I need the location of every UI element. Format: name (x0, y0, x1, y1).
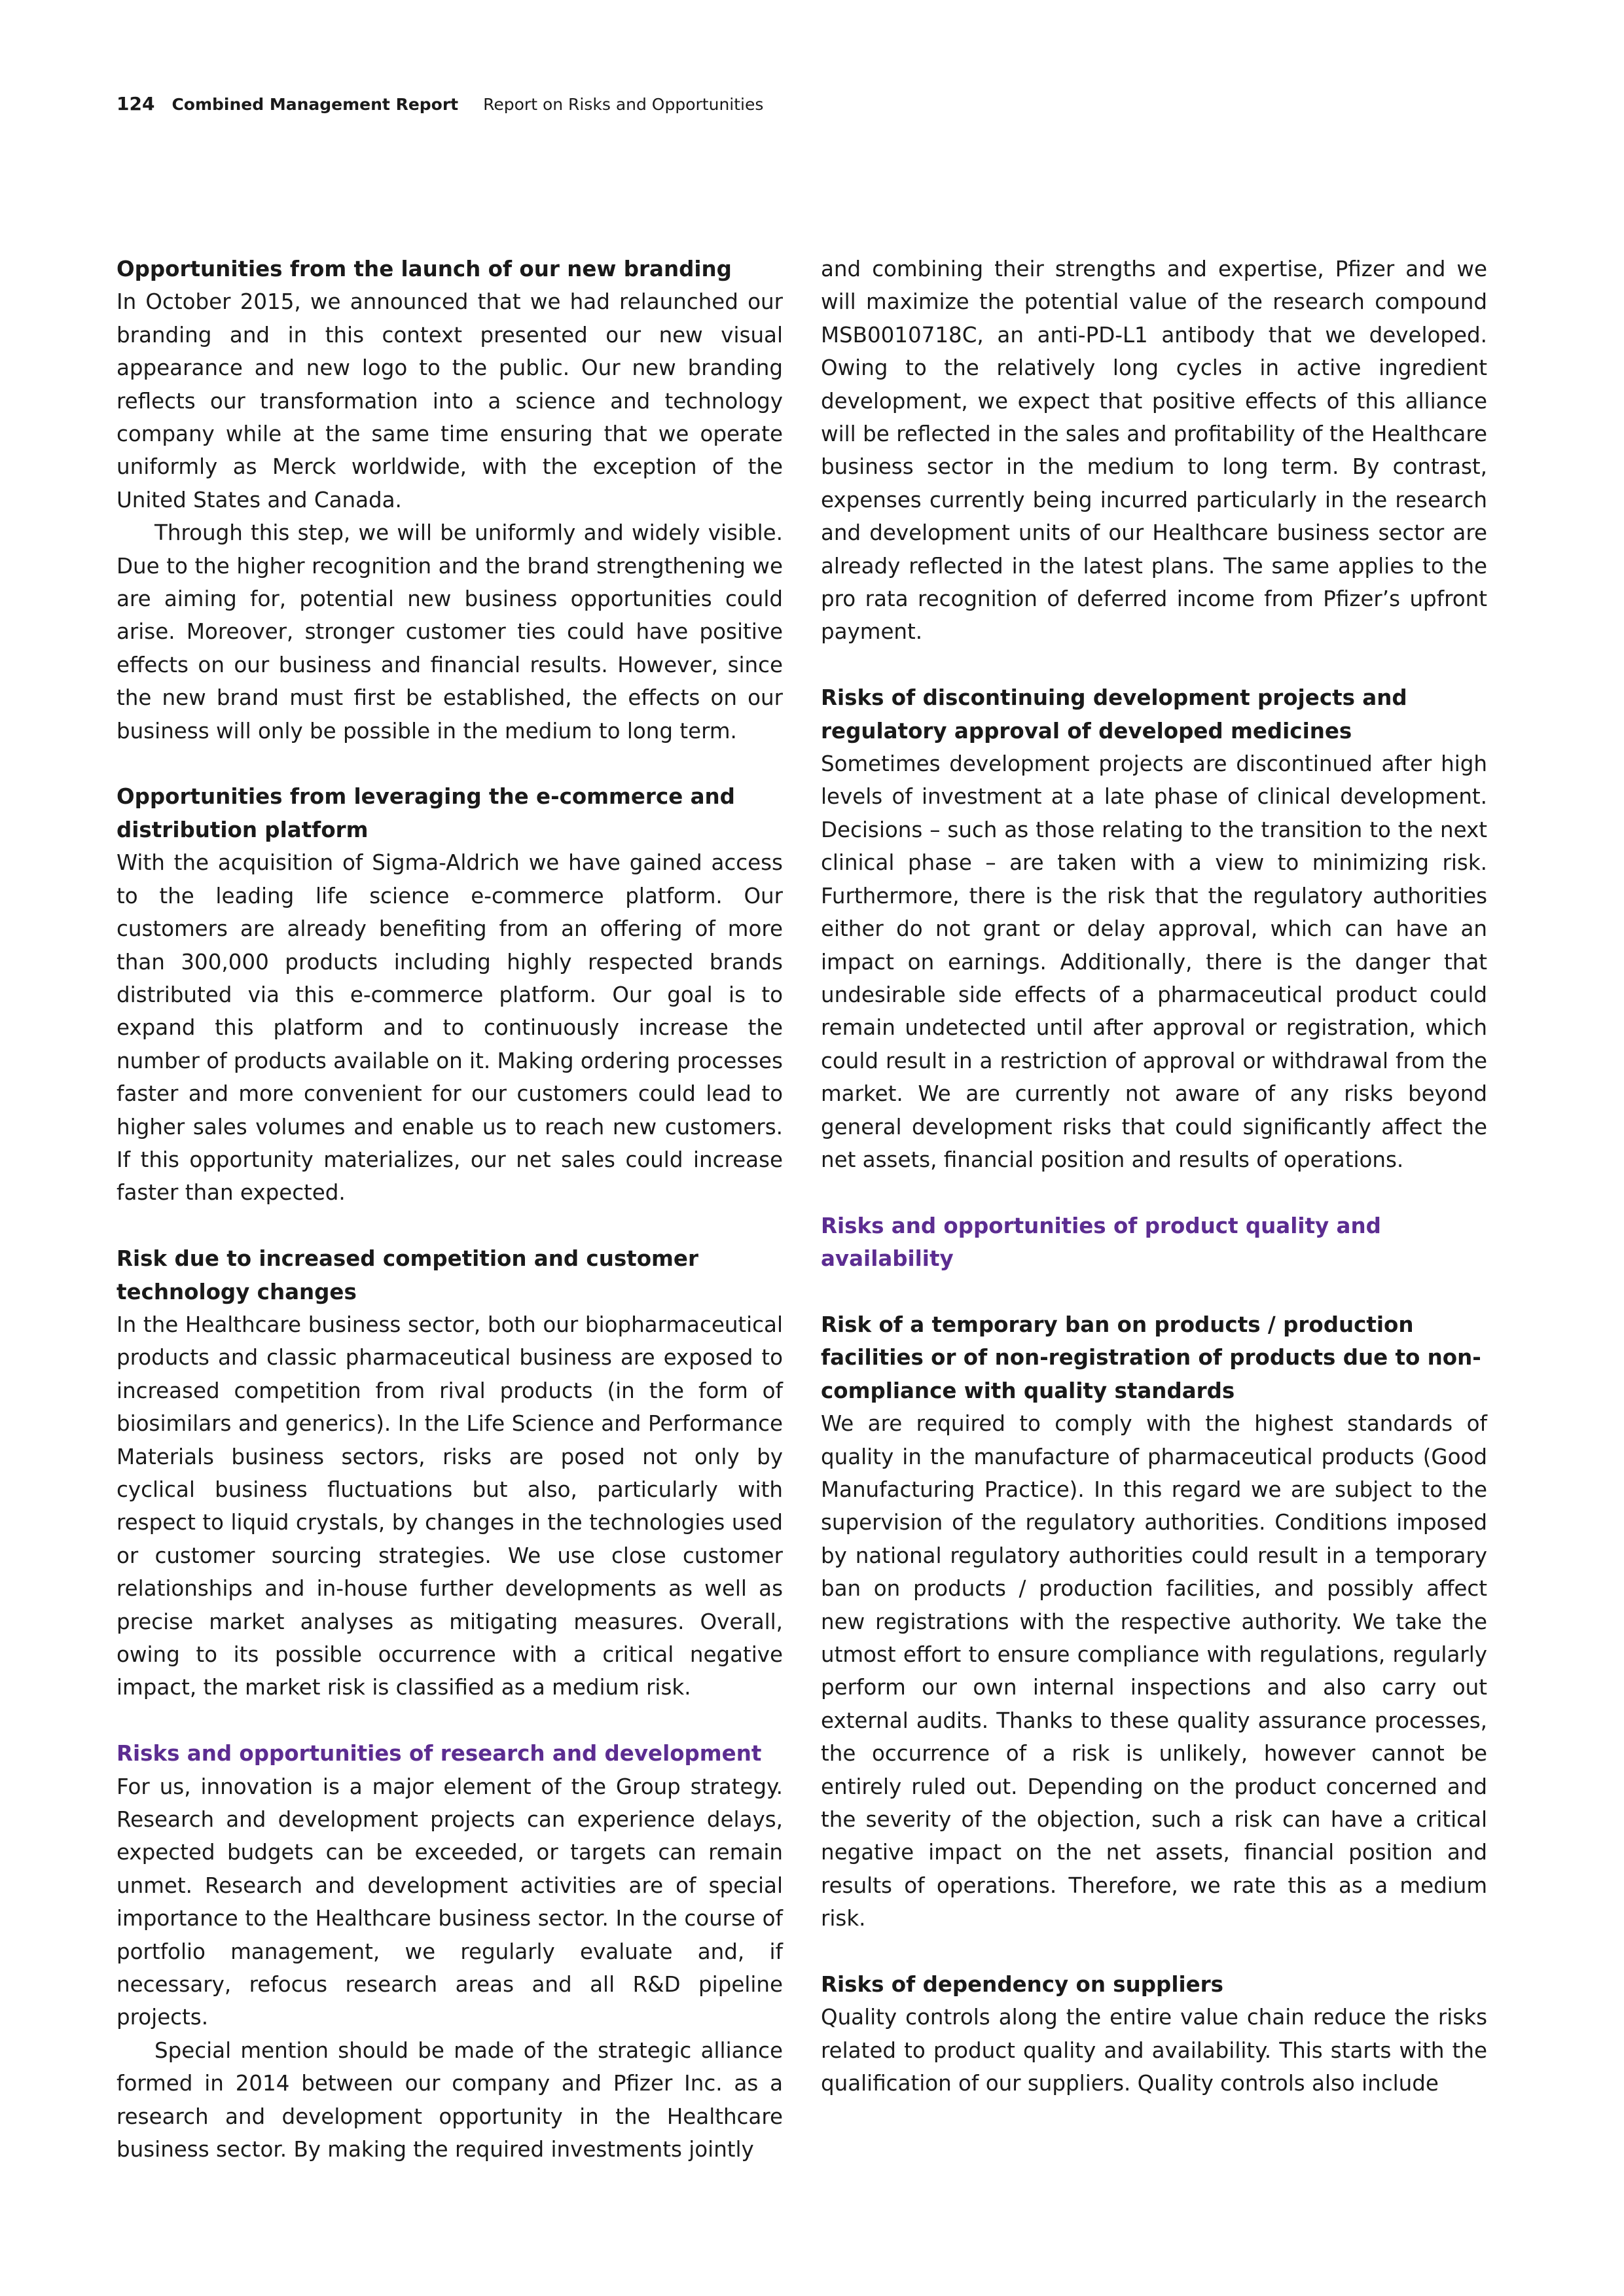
right-column (821, 253, 1487, 2100)
heading-research-development: Risks and opportunities of research and development (117, 1741, 762, 1767)
paragraph: and combining their strengths and expertise, Pfizer and we will maximize the potential value of the research compound MSB0010718C, an anti-PD-L1 antibody that we developed. Owing to the relatively long cycles in active ingredient development, we expect that positive effects of this alliance will be reflected in the sales and profitability of the Healthcare business sector in the medium to long term. By contrast, expenses currently being incurred particularly in the research and development units of our Healthcare business sector are already reflected in the latest plans. The same applies to the pro rata recognition of deferred income from Pfizer’s upfront payment. (821, 257, 1487, 645)
paragraph: Special mention should be made of the strategic alliance formed in 2014 between our company and Pfizer Inc. as a research and development opportunity in the Healthcare business sector. By making the required investments jointly (117, 2037, 783, 2162)
heading-product-quality: Risks and opportunities of product quality and availability (821, 1213, 1381, 1272)
paragraph: We are required to comply with the highest standards of quality in the manufacture of pharmaceutical products (Good Manufacturing Practice). In this regard we are subject to the supervision of the regulatory authorities. Conditions imposed by national regulatory authorities could result in a temporary ban on products / production facilities, and possibly affect new registrations with the respective authority. We take the utmost effort to ensure compliance with regulations, regularly perform our own internal inspections and also carry out external audits. Thanks to these quality assurance processes, the occurrence of a risk is unlikely, however cannot be entirely ruled out. Depending on the product concerned and the severity of the objection, such a risk can have a critical negative impact on the net assets, financial position and results of operations. Therefore, we rate this as a medium risk. (821, 1411, 1487, 1931)
heading-branding-opportunities: Opportunities from the launch of our new branding (117, 257, 732, 281)
heading-temporary-ban-risk: Risk of a temporary ban on products / production facilities or of non-registration of products due to non-compliance with quality standards (821, 1312, 1481, 1403)
heading-discontinuing-development-risk: Risks of discontinuing development projects and regulatory approval of developed medicines (821, 685, 1407, 744)
running-header (117, 93, 763, 119)
subsection-title: Report on Risks and Opportunities (483, 95, 764, 114)
paragraph: Through this step, we will be uniformly and widely visible. Due to the higher recognition and the brand strengthening we are aiming for, potential new business opportunities could arise. Moreover, stronger customer ties could have positive effects on our business and financial results. However, since the new brand must first be established, the effects on our business will only be possible in the medium to long term. (117, 520, 783, 744)
left-column (117, 253, 783, 2166)
section-title: Combined Management Report (171, 95, 459, 114)
paragraph: Sometimes development projects are discontinued after high levels of investment at a late phase of clinical development. Decisions – such as those relating to the transition to the next clinical phase – are taken with a view to minimizing risk. Furthermore, there is the risk that the regulatory authorities either do not grant or delay approval, which can have an impact on earnings. Additionally, there is the danger that undesirable side effects of a pharmaceutical product could remain undetected until after approval or registration, which could result in a restriction of approval or withdrawal from the market. We are currently not aware of any risks beyond general development risks that could significantly affect the net assets, financial position and results of operations. (821, 751, 1487, 1172)
page-number: 124 (117, 93, 155, 115)
heading-competition-risk: Risk due to increased competition and customer technology changes (117, 1246, 698, 1304)
paragraph: In the Healthcare business sector, both our biopharmaceutical products and classic pharmaceutical business are exposed to increased competition from rival products (in the form of biosimilars and generics). In the Life Science and Performance Materials business sectors, risks are posed not only by cyclical business fluctuations but also, particularly with respect to liquid crystals, by changes in the technologies used or customer sourcing strategies. We use close customer relationships and in-house further developments as well as precise market analyses as mitigating measures. Overall, owing to its possible occurrence with a critical negative impact, the market risk is classified as a medium risk. (117, 1312, 783, 1700)
paragraph: With the acquisition of Sigma-Aldrich we have gained access to the leading life science e-commerce platform. Our customers are already benefiting from an offering of more than 300,000 products including highly respected brands distributed via this e-commerce platform. Our goal is to expand this platform and to continuously increase the number of products available on it. Making ordering processes faster and more convenient for our customers could lead to higher sales volumes and enable us to reach new customers. If this opportunity materializes, our net sales could increase faster than expected. (117, 850, 783, 1206)
paragraph: Quality controls along the entire value chain reduce the risks related to product quality and availability. This starts with the qualification of our suppliers. Quality controls also include (821, 2005, 1487, 2096)
heading-ecommerce-opportunities: Opportunities from leveraging the e-commerce and distribution platform (117, 784, 735, 842)
paragraph: For us, innovation is a major element of the Group strategy. Research and development projects can experience delays, expected budgets can be exceeded, or targets can remain unmet. Research and development activities are of special importance to the Healthcare business sector. In the course of portfolio management, we regularly evaluate and, if necessary, refocus research areas and all R&D pipeline projects. (117, 1774, 783, 2030)
heading-supplier-dependency-risk: Risks of dependency on suppliers (821, 1972, 1224, 1998)
paragraph: In October 2015, we announced that we had relaunched our branding and in this context presented our new visual appearance and new logo to the public. Our new branding reflects our transformation into a science and technology company while at the same time ensuring that we operate uniformly as Merck worldwide, with the exception of the United States and Canada. (117, 289, 783, 512)
